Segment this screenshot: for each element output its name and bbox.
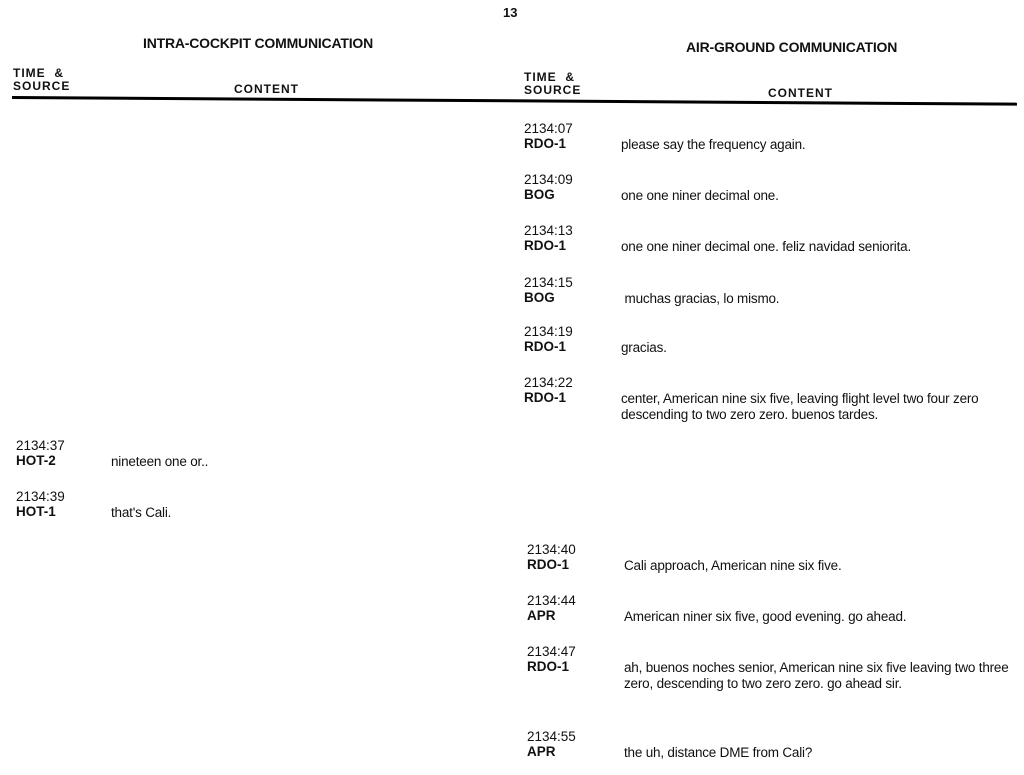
entry-time: 2134:47 [527,644,576,659]
intra-cockpit-time-source-header [13,67,70,93]
air-ground-content-header: CONTENT [768,86,833,100]
intra-cockpit-content-header: CONTENT [234,82,299,96]
entry-time: 2134:19 [524,324,573,339]
entry-time: 2134:22 [524,375,573,390]
entry-content: one one niner decimal one. feliz navidad seniorita. [621,239,911,254]
entry-source: RDO-1 [524,339,567,354]
source-header-line: SOURCE [524,83,582,97]
entry-source: HOT-2 [16,453,56,468]
header-divider-rule [12,96,1017,106]
entry-source: BOG [524,290,555,305]
entry-source: RDO-1 [524,390,567,405]
entry-source: HOT-1 [16,504,56,519]
entry-content: ah, buenos noches senior, American nine six five leaving two three zero, descending to two zero zero. go ahead sir. [624,660,1009,691]
entry-source: APR [527,744,556,759]
entry-content: the uh, distance DME from Cali? [624,745,813,760]
air-ground-time-source-header [524,71,581,97]
entry-content: that's Cali. [111,505,172,520]
time-header-line: TIME & [524,70,575,84]
entry-time: 2134:13 [524,223,573,238]
entry-content: gracias. [621,340,667,355]
entry-content: one one niner decimal one. [621,188,779,203]
entry-source: APR [527,608,556,623]
air-ground-title: AIR-GROUND COMMUNICATION [686,39,898,55]
entry-content: Cali approach, American nine six five. [624,558,842,573]
entry-time: 2134:55 [527,729,576,744]
entry-source: BOG [524,187,555,202]
entry-time: 2134:44 [527,593,576,608]
entry-content: please say the frequency again. [621,137,806,152]
entry-time: 2134:07 [524,121,573,136]
entry-content: American niner six five, good evening. go ahead. [624,609,907,624]
entry-time: 2134:09 [524,172,573,187]
entry-time: 2134:39 [16,489,65,504]
source-header-line: SOURCE [13,79,71,93]
entry-time: 2134:37 [16,438,65,453]
entry-source: RDO-1 [524,136,567,151]
entry-content: center, American nine six five, leaving flight level two four zero descending to two zero zero. buenos tardes. [621,391,979,422]
entry-time: 2134:40 [527,542,576,557]
entry-time: 2134:15 [524,275,573,290]
page-number: 13 [503,5,518,20]
time-header-line: TIME & [13,66,64,80]
entry-source: RDO-1 [527,557,570,572]
entry-source: RDO-1 [527,659,570,674]
entry-content: nineteen one or.. [111,454,209,469]
entry-source: RDO-1 [524,238,567,253]
intra-cockpit-title: INTRA-COCKPIT COMMUNICATION [143,35,373,51]
entry-content: muchas gracias, lo mismo. [621,291,780,306]
